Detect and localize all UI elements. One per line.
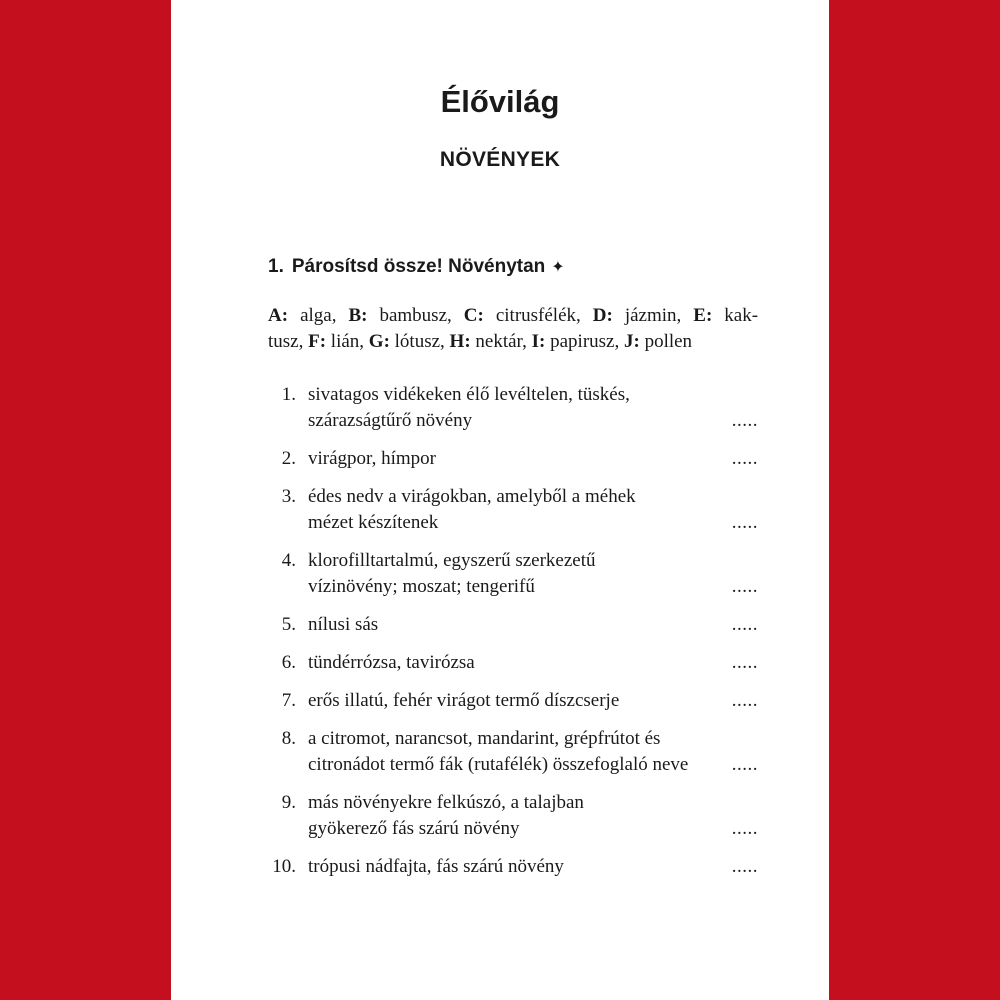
option-word: bambusz — [379, 305, 448, 326]
page — [171, 0, 829, 1000]
item-text-line: mézet készítenek — [308, 512, 439, 533]
answer-blank[interactable]: ..... — [731, 818, 758, 839]
item-text — [308, 726, 718, 778]
exercise-item — [268, 612, 758, 638]
answer-blank[interactable]: ..... — [731, 614, 758, 635]
option-letter: G: — [368, 331, 390, 352]
option-word: papirusz — [550, 331, 615, 352]
option-word: jázmin — [624, 305, 677, 326]
option-word: citrusfélék — [495, 305, 577, 326]
item-number: 5. — [281, 614, 296, 635]
item-number: 3. — [281, 486, 296, 507]
item-text-line: szárazságtűrő növény — [308, 410, 473, 431]
option-letter: C: — [463, 305, 484, 326]
answer-blank[interactable]: ..... — [731, 652, 758, 673]
item-text-line: citronádot termő fák (rutafélék) összefoglaló neve — [308, 754, 689, 775]
exercise-item — [268, 548, 758, 600]
item-text — [308, 854, 718, 880]
page-title: Élővilág — [440, 84, 560, 119]
item-number: 10. — [272, 856, 296, 877]
item-text-line: erős illatú, fehér virágot termő díszcserje — [308, 690, 620, 711]
item-number: 4. — [281, 550, 296, 571]
answer-blank[interactable]: ..... — [731, 690, 758, 711]
item-text-line: édes nedv a virágokban, amelyből a méhek — [308, 486, 636, 507]
answer-blank[interactable]: ..... — [731, 448, 758, 469]
item-text-line: más növényekre felkúszó, a talajban — [308, 792, 584, 813]
item-text-line: virágpor, hímpor — [308, 448, 436, 469]
item-text-line: a citromot, narancsot, mandarint, grépfrútot és — [308, 728, 661, 749]
exercise-item — [268, 726, 758, 778]
exercise-item — [268, 446, 758, 472]
options-line: tusz, F: lián, G: lótusz, H: nektár, I: papirusz, J: pollen — [268, 331, 693, 352]
item-number: 8. — [281, 728, 296, 749]
option-word: kak- — [724, 305, 759, 326]
answer-blank[interactable]: ..... — [731, 754, 758, 775]
item-text — [308, 688, 718, 714]
options-line: A: alga, B: bambusz, C: citrusfélék, D: jázmin, E: kak- — [268, 305, 759, 326]
option-letter: H: — [449, 331, 471, 352]
item-number: 6. — [281, 652, 296, 673]
option-word: lián — [330, 331, 360, 352]
item-number: 7. — [281, 690, 296, 711]
item-text — [308, 446, 718, 472]
exercise-item — [268, 650, 758, 676]
item-text-line: sivatagos vidékeken élő levéltelen, tüskés, — [308, 384, 630, 405]
item-text-line: vízinövény; moszat; tengerifű — [308, 576, 535, 597]
item-text-line: trópusi nádfajta, fás szárú növény — [308, 856, 564, 877]
option-letter: A: — [268, 305, 289, 326]
option-letter: J: — [623, 331, 640, 352]
option-letter: F: — [308, 331, 327, 352]
answer-blank[interactable]: ..... — [731, 856, 758, 877]
exercise-item — [268, 854, 758, 880]
option-letter: E: — [693, 305, 713, 326]
item-number: 2. — [281, 448, 296, 469]
option-word: nektár — [475, 331, 523, 352]
item-text — [308, 790, 718, 842]
exercise-item — [268, 688, 758, 714]
difficulty-star-icon: ✦ — [551, 259, 565, 276]
option-word: lótusz — [394, 331, 441, 352]
page-subtitle: NÖVÉNYEK — [439, 148, 561, 171]
option-letter: D: — [592, 305, 613, 326]
option-word: pollen — [644, 331, 693, 352]
exercise-item — [268, 484, 758, 536]
item-text — [308, 650, 718, 676]
option-word: tusz — [268, 331, 299, 352]
item-text-line: gyökerező fás szárú növény — [308, 818, 520, 839]
item-text — [308, 612, 718, 638]
item-number: 9. — [281, 792, 296, 813]
option-letter: B: — [348, 305, 368, 326]
item-text-line: nílusi sás — [308, 614, 379, 635]
answer-options — [268, 303, 758, 355]
answer-blank[interactable]: ..... — [731, 410, 758, 431]
option-letter: I: — [531, 331, 546, 352]
answer-blank[interactable]: ..... — [731, 512, 758, 533]
exercise-number: 1. — [268, 256, 284, 277]
exercise-title: Párosítsd össze! Növénytan — [291, 256, 546, 277]
answer-blank[interactable]: ..... — [731, 576, 758, 597]
item-text-line: tündérrózsa, tavirózsa — [308, 652, 475, 673]
exercise-items — [268, 382, 758, 880]
exercise-item — [268, 382, 758, 434]
item-text — [308, 382, 718, 434]
item-text — [308, 548, 718, 600]
item-text-line: klorofilltartalmú, egyszerű szerkezetű — [308, 550, 596, 571]
exercise-heading — [268, 256, 565, 278]
exercise-item — [268, 790, 758, 842]
item-number: 1. — [281, 384, 296, 405]
option-word: alga — [300, 305, 332, 326]
item-text — [308, 484, 718, 536]
